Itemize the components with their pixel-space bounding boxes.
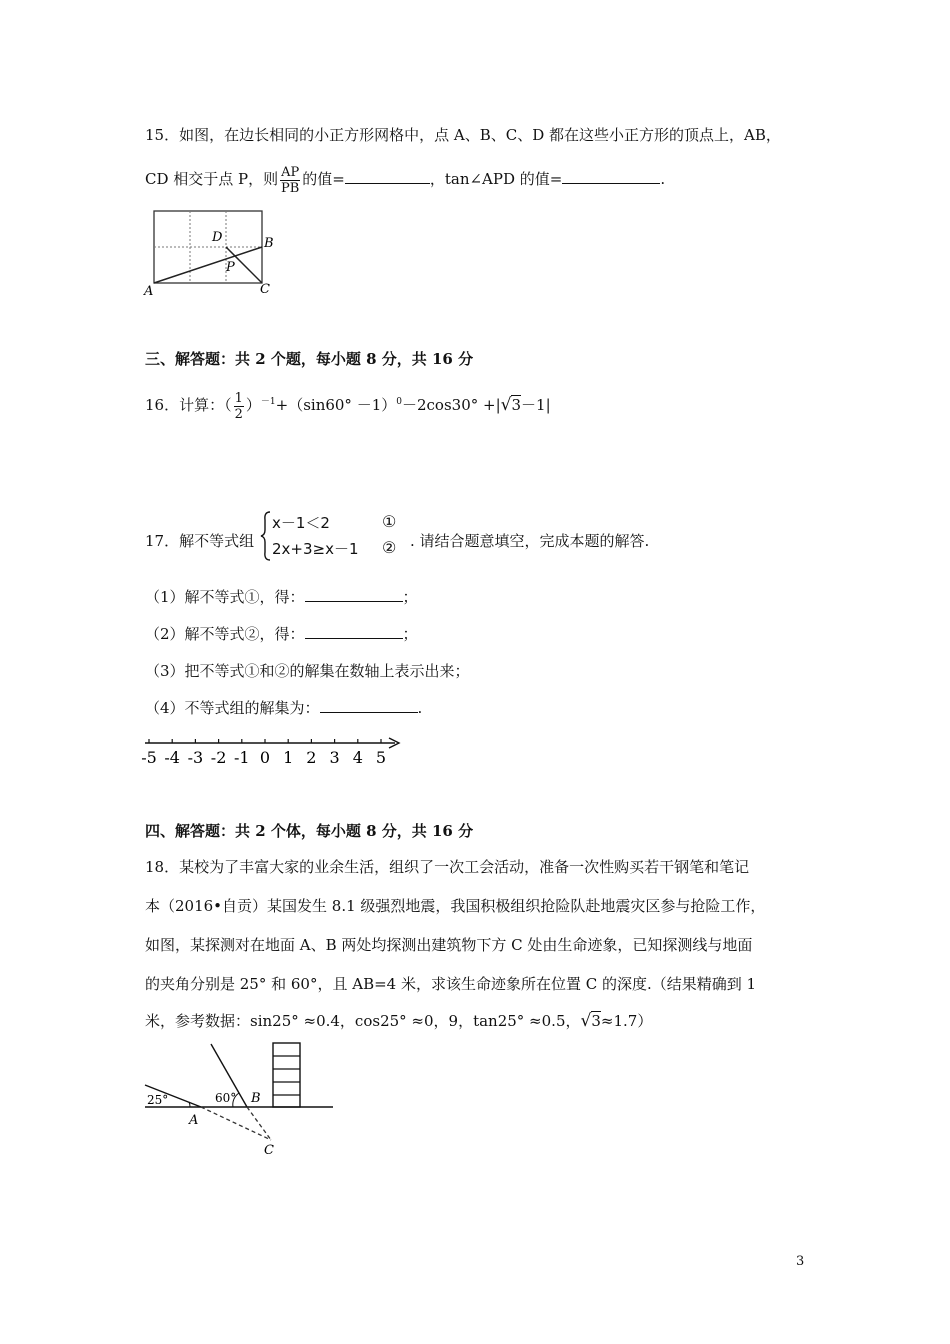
q16-rest2: +（sin60° －1） [275,396,397,414]
label-b: B [264,236,274,251]
number-line-label: 3 [329,748,340,767]
number-line-label: 1 [283,748,294,767]
q18-line2: 本（2016•自贡）某国发生 8.1 级强烈地震，我国积极组织抢险队赴地震灾区参与抢险工作， [145,897,766,915]
q17-ineq1: x－1＜2 [272,514,330,532]
label-a: A [189,1113,199,1128]
number-line-label: -3 [187,748,204,767]
angle-label-60: 60° [215,1091,237,1105]
section3-title: 三、解答题：共 2 个题，每小题 8 分，共 16 分 [145,350,474,368]
q18-figure [143,1040,338,1160]
number-line-label: -5 [141,748,157,767]
q15-frac-num: AP [281,164,300,180]
q15-blank-2[interactable] [562,169,660,184]
q18-sqrt-arg: 3 [591,1012,601,1030]
q18-line5-start: 米，参考数据：sin25° ≈0.4，cos25° ≈0，9，tan25° ≈0.5， [145,1012,581,1030]
building [273,1043,300,1107]
number-line-label: 0 [259,748,271,767]
number-line-label: -4 [164,748,180,767]
page-number: 3 [796,1254,805,1269]
q17-prefix: 17．解不等式组 [145,532,255,550]
q16-sqrt-sign: √ [500,395,512,415]
number-line-label: 5 [375,748,387,767]
label-d: D [212,230,223,245]
q16-expression [145,384,551,423]
q17-step2-text: （2）解不等式②，得： [145,625,305,643]
q17-step4 [145,697,422,718]
q18-line5-end: ≈1.7） [600,1012,653,1030]
q16-exp2: 0 [396,397,402,407]
q16-prefix: 16．计算：（ [145,396,232,414]
q16-rest3: －2cos30° +| [401,396,501,414]
q15-blank-1[interactable] [345,169,430,184]
q16-exp1: －1 [260,397,276,407]
section4-title: 四、解答题：共 2 个体，每小题 8 分，共 16 分 [145,822,474,840]
number-line-label: -1 [234,748,250,767]
q15-fraction [280,165,300,196]
angle-label-25: 25° [147,1093,169,1107]
segment-ab [154,247,262,283]
q16-sqrt-arg: 3 [511,396,522,414]
q16-frac-num: 1 [234,390,243,406]
q17-blank-1[interactable] [305,587,403,602]
q15-line1: 15．如图，在边长相同的小正方形网格中，点 A、B、C、D 都在这些小正方形的顶点上，AB， [145,126,781,144]
q15-line2-end: . [660,170,666,188]
label-p: P [226,260,235,275]
q15-frac-den: PB [281,180,300,196]
q18-line1: 18．某校为了丰富大家的业余生活，组织了一次工会活动，准备一次性购买若干钢笔和笔记 [145,858,750,876]
q17-brace [260,510,272,562]
q15-line2-mid2: ，tan∠APD 的值= [429,170,563,188]
q18-line5 [145,1010,652,1031]
dashed-ac [201,1107,271,1140]
q16-fraction [234,391,244,422]
q18-line3: 如图，某探测对在地面 A、B 两处均探测出建筑物下方 C 处由生命迹象，已知探测线与地面 [145,936,753,954]
q17-step1-semicolon: ； [402,588,418,606]
q16-rest1: ） [245,396,261,414]
label-a: A [144,284,154,299]
q17-step2-semicolon: ； [402,625,418,643]
number-line-label: 4 [352,748,363,767]
q17-step4-text: （4）不等式组的解集为： [145,699,320,717]
q17-mark1: ① [382,512,397,531]
q17-step4-period: . [417,699,423,717]
q17-number-line [143,733,405,769]
q15-line2-start: CD 相交于点 P，则 [145,170,279,188]
label-c: C [264,1143,274,1158]
q17-step1-text: （1）解不等式①，得： [145,588,305,606]
q17-step2 [145,623,418,644]
q17-blank-2[interactable] [305,624,403,639]
q17-ineq2: 2x+3≥x－1 [272,540,359,558]
label-c: C [260,282,270,297]
q17-suffix: . 请结合题意填空，完成本题的解答. [410,532,650,550]
q17-step3: （3）把不等式①和②的解集在数轴上表示出来； [145,662,470,680]
q17-system [260,510,410,562]
q15-line2-mid: 的值= [302,170,345,188]
q17-mark2: ② [382,538,397,557]
label-b: B [251,1091,261,1106]
q16-rest4: －1| [521,396,551,414]
q15-line2 [145,162,665,196]
q16-frac-den: 2 [234,406,243,422]
q15-grid-figure [140,205,280,300]
number-line-label: 2 [306,748,317,767]
q17-step1 [145,586,418,607]
q18-line4: 的夹角分别是 25° 和 60°，且 AB=4 米，求该生命迹象所在位置 C 的深度.（结果精确到 1 [145,975,757,993]
q17-blank-3[interactable] [320,698,418,713]
q18-sqrt-sign: √ [580,1011,592,1031]
number-line-label: -2 [210,748,227,767]
